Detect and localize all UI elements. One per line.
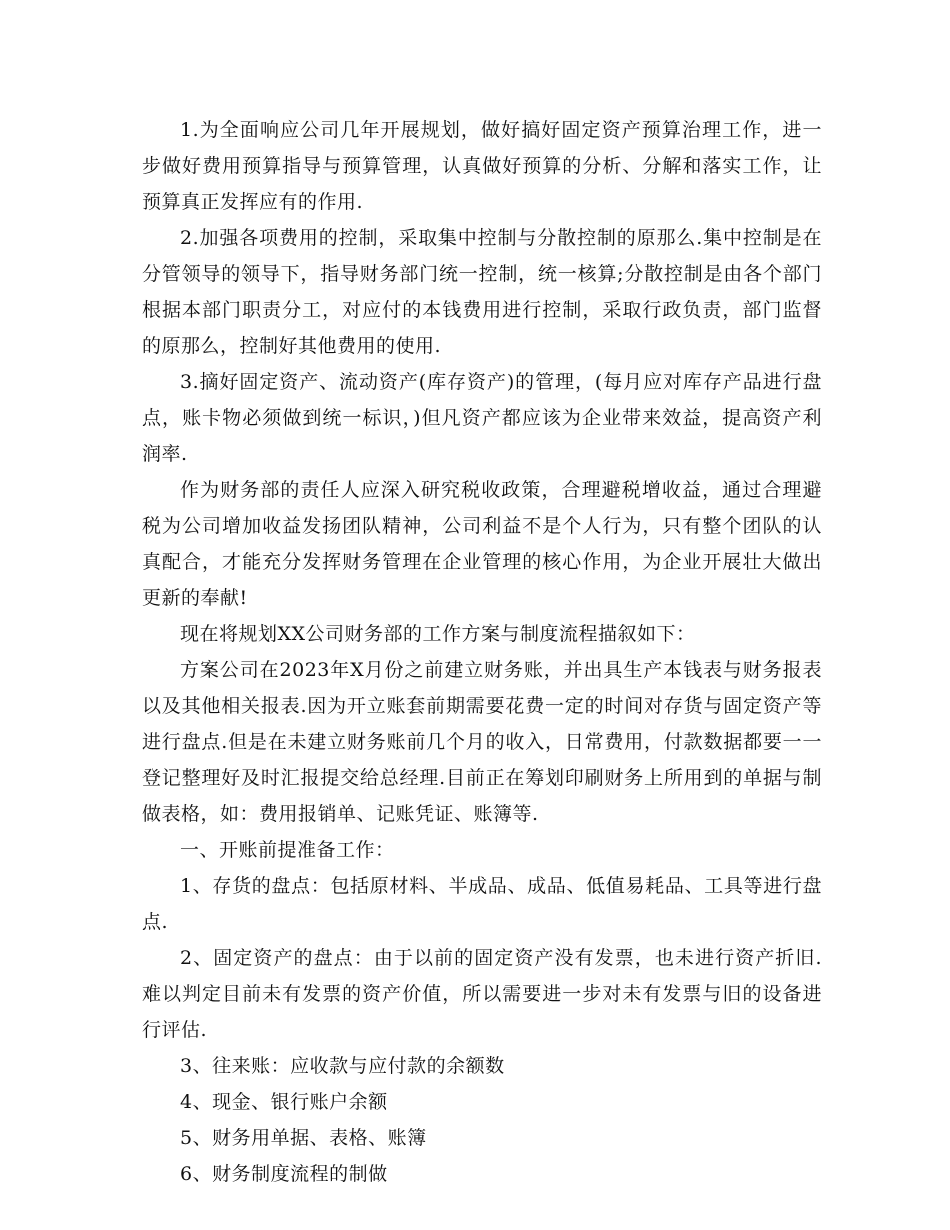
list-item-cash-bank: 4、现金、银行账户余额 [180,1091,388,1113]
list-item-forms: 5、财务用单据、表格、账簿 [180,1127,427,1149]
paragraph-plan-details: 方案公司在2023年X月份之前建立财务账，并出具生产本钱表与财务报表以及其他相关报表.因为开立账套前期需要花费一定的时间对存货与固定资产等进行盘点.但是在未建立财务账前几个月的收入，日常费用，付款数据都要一一登记整理好及时汇报提交给总经理.目前正在筹划印刷财务上所用到的单据与制做表格，如：费用报销单、记账凭证、账簿等. [142,659,822,825]
list-item-procedures: 6、财务制度流程的制做 [180,1163,388,1185]
paragraph-asset-management: 3.摘好固定资产、流动资产(库存资产)的管理，(每月应对库存产品进行盘点，账卡物必须做到统一标识，)但凡资产都应该为企业带来效益，提高资产利润率. [142,371,822,465]
list-item-fixed-assets: 2、固定资产的盘点：由于以前的固定资产没有发票，也未进行资产折旧.难以判定目前未有发票的资产价值，所以需要进一步对未有发票与旧的设备进行评估. [142,947,822,1041]
section-heading-preparation: 一、开账前提准备工作： [180,839,395,861]
document-body [142,112,822,1192]
paragraph-cost-control: 2.加强各项费用的控制，采取集中控制与分散控制的原那么.集中控制是在分管领导的领导下，指导财务部门统一控制，统一核算;分散控制是由各个部门根据本部门职责分工，对应付的本钱费用进行控制，采取行政负责，部门监督的原那么，控制好其他费用的使用. [142,227,822,357]
paragraph-tax-policy: 作为财务部的责任人应深入研究税收政策，合理避税增收益，通过合理避税为公司增加收益发扬团队精神，公司利益不是个人行为，只有整个团队的认真配合，才能充分发挥财务管理在企业管理的核心作用，为企业开展壮大做出更新的奉献! [142,479,822,609]
list-item-accounts: 3、往来账：应收款与应付款的余额数 [180,1055,505,1077]
list-item-inventory: 1、存货的盘点：包括原材料、半成品、成品、低值易耗品、工具等进行盘点. [142,875,822,933]
paragraph-budget-plan: 1.为全面响应公司几年开展规划，做好搞好固定资产预算治理工作，进一步做好费用预算指导与预算管理，认真做好预算的分析、分解和落实工作，让预算真正发挥应有的作用. [142,119,822,213]
paragraph-plan-intro: 现在将规划XX公司财务部的工作方案与制度流程描叙如下： [180,623,696,645]
